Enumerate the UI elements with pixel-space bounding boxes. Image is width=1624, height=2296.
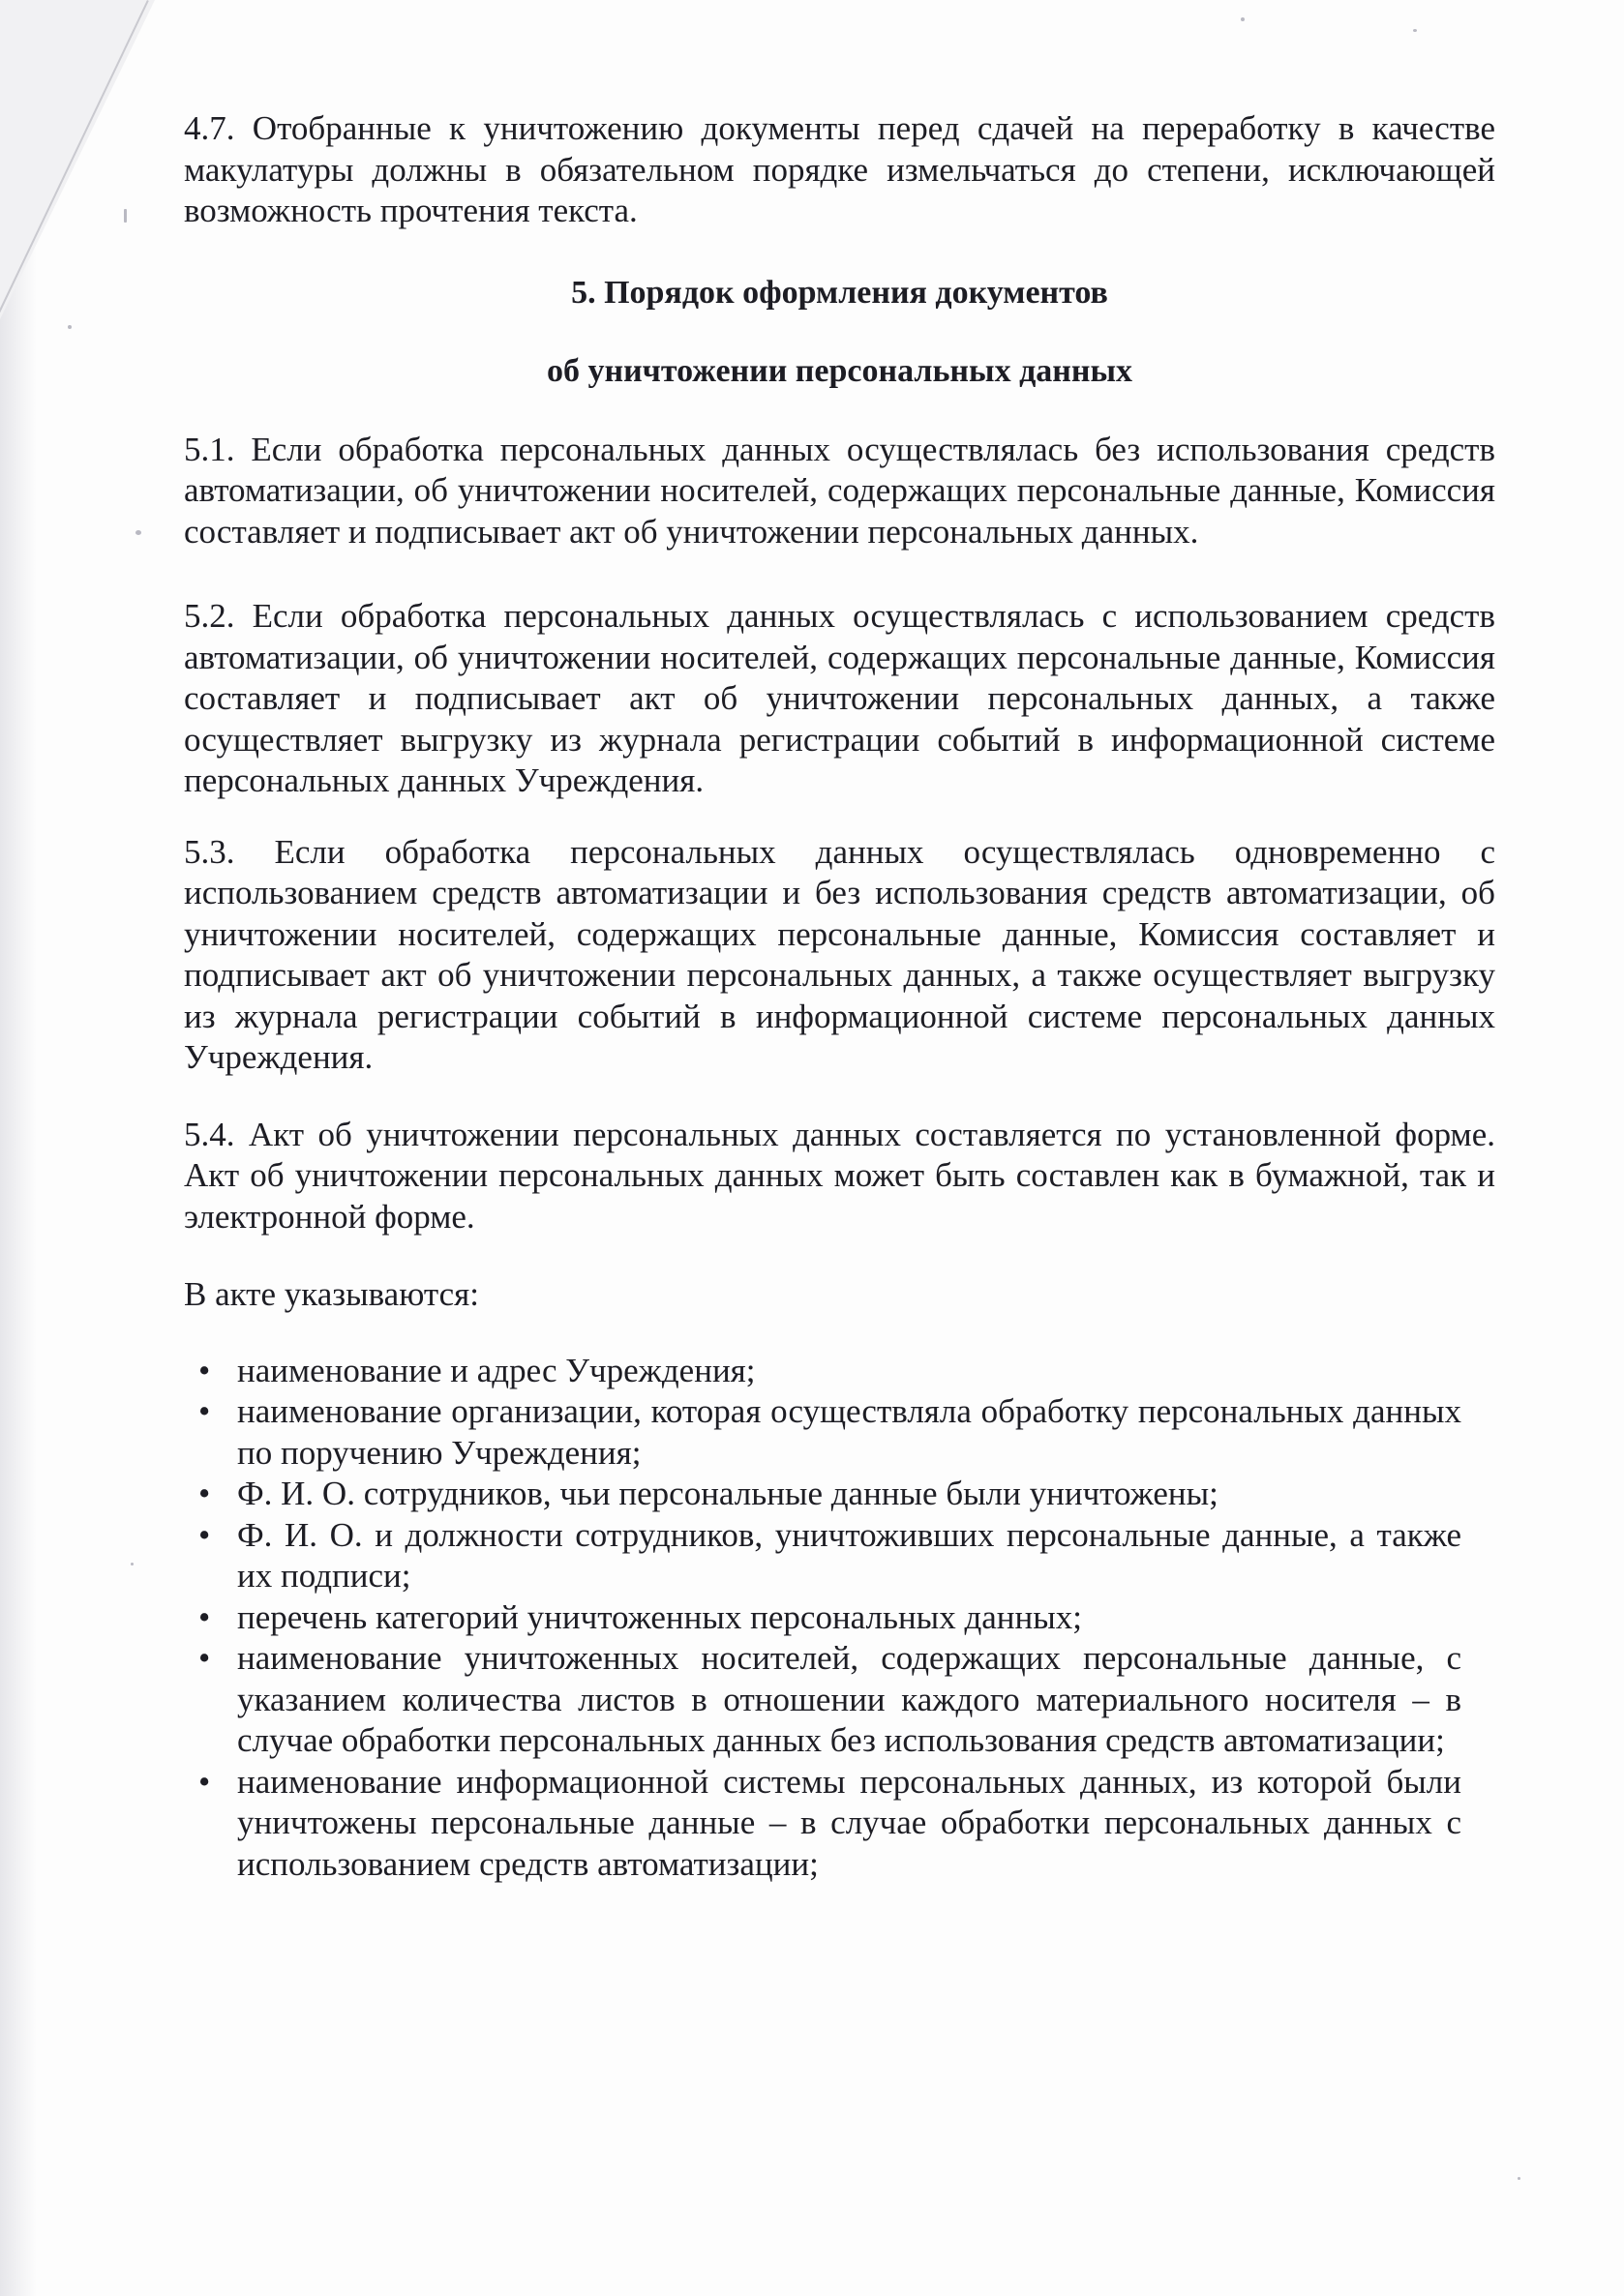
- list-item-text: наименование уничтоженных носителей, содержащих персональные данные, с указанием количества листов в отношении каждого материального носителя – в случае обработки персональных данных без использования средств автоматизации;: [237, 1639, 1461, 1759]
- scan-speck: [1518, 2177, 1520, 2180]
- paragraph-4-7: 4.7. Отобранные к уничтожению документы перед сдачей на переработку в качестве макулатуры должны в обязательном порядке измельчаться до степени, исключающей возможность прочтения текста.: [184, 109, 1495, 229]
- section-heading-line2: об уничтожении персональных данных: [546, 353, 1132, 389]
- act-contents-list: [184, 1351, 1461, 1886]
- paragraph-5-2: 5.2. Если обработка персональных данных осуществлялась с использованием средств автоматизации, об уничтожении носителей, содержащих персональные данные, Комиссия составляет и подписывает акт об уничтожении персональных данных, а также осуществляет выгрузку из журнала регистрации событий в информационной системе персональных данных Учреждения.: [184, 597, 1495, 799]
- list-item: [198, 1515, 1461, 1597]
- list-item: [198, 1638, 1461, 1762]
- list-item: [198, 1597, 1461, 1639]
- list-item-text: наименование и адрес Учреждения;: [237, 1351, 756, 1389]
- bullet-icon: •: [198, 1515, 211, 1554]
- list-item-text: Ф. И. О. сотрудников, чьи персональные данные были уничтожены;: [237, 1475, 1218, 1512]
- paragraph-5-3: 5.3. Если обработка персональных данных осуществлялась одновременно с использованием средств автоматизации и без использования средств автоматизации, об уничтожении носителей, содержащих персональные данные, Комиссия составляет и подписывает акт об уничтожении персональных данных, а также осуществляет выгрузку из журнала регистрации событий в информационной системе персональных данных Учреждения.: [184, 832, 1495, 1076]
- bullet-icon: •: [198, 1475, 211, 1512]
- section-heading-line1: 5. Порядок оформления документов: [571, 274, 1108, 311]
- act-contents-intro: В акте указываются:: [184, 1275, 479, 1313]
- list-item-text: наименование информационной системы персональных данных, из которой были уничтожены персональные данные – в случае обработки персональных данных с использованием средств автоматизации;: [237, 1762, 1461, 1883]
- scan-speck: [135, 530, 141, 535]
- scan-speck: [1241, 17, 1245, 21]
- scan-edge-shadow: [0, 0, 37, 2296]
- document-body: [184, 108, 1495, 1885]
- scan-speck: [131, 1563, 134, 1565]
- bullet-icon: •: [198, 1639, 211, 1677]
- paragraph-5-4: 5.4. Акт об уничтожении персональных данных составляется по установленной форме. Акт об уничтожении персональных данных может быть составлен как в бумажной, так и электронной форме.: [184, 1115, 1495, 1236]
- list-item-text: наименование организации, которая осуществляла обработку персональных данных по поручению Учреждения;: [237, 1392, 1461, 1472]
- scan-speck: [1413, 29, 1417, 32]
- scan-speck: [124, 209, 127, 223]
- list-item: [198, 1351, 1461, 1392]
- scan-speck: [68, 325, 72, 329]
- list-item: [198, 1762, 1461, 1886]
- bullet-icon: •: [198, 1597, 211, 1636]
- folded-corner: [0, 0, 155, 319]
- list-item: [198, 1391, 1461, 1474]
- bullet-icon: •: [198, 1762, 211, 1801]
- list-item-text: перечень категорий уничтоженных персональных данных;: [237, 1597, 1082, 1636]
- paragraph-5-1: 5.1. Если обработка персональных данных осуществлялась без использования средств автоматизации, об уничтожении носителей, содержащих персональные данные, Комиссия составляет и подписывает акт об уничтожении персональных данных.: [184, 430, 1495, 551]
- bullet-icon: •: [198, 1392, 211, 1430]
- bullet-icon: •: [198, 1351, 211, 1389]
- list-item-text: Ф. И. О. и должности сотрудников, уничтоживших персональные данные, а также их подписи;: [237, 1515, 1461, 1595]
- list-item: [198, 1474, 1461, 1515]
